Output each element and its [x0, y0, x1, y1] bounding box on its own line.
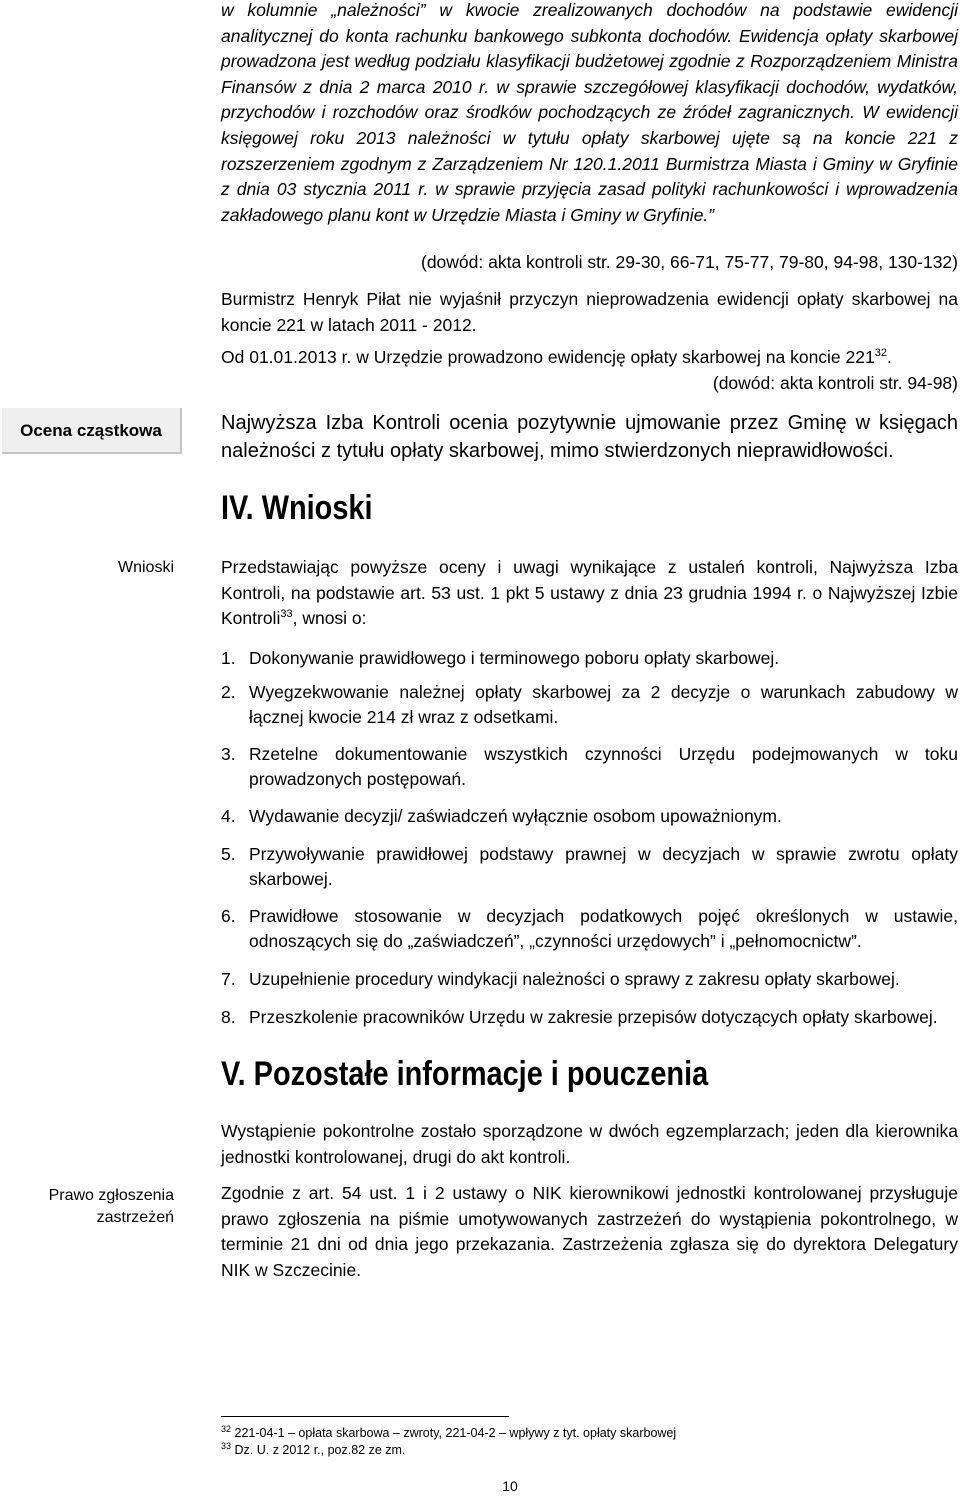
wniosek-number: 3.: [221, 744, 236, 764]
ocena-czastkowa-label: Ocena cząstkowa: [20, 421, 162, 440]
wniosek-item: [221, 646, 958, 671]
wnioski-intro: [221, 555, 958, 632]
section-v-paragraph-1: Wystąpienie pokontrolne zostało sporządzone w dwóch egzemplarzach; jeden dla kierownika jednostki kontrolowanej, drugi do akt kontroli.: [221, 1121, 958, 1167]
wniosek-number: 5.: [221, 844, 236, 864]
wniosek-number: 1.: [221, 648, 236, 668]
section-v-paragraph-2: Zgodnie z art. 54 ust. 1 i 2 ustawy o NIK kierownikowi jednostki kontrolowanej przysługuje prawo zgłoszenia na piśmie umotywowanych zastrzeżeń do wystąpienia pokontrolnego, w terminie 21 dni od dnia jego przekazania. Zastrzeżenia zgłasza się do dyrektora Delegatury NIK w Szczecinie.: [221, 1183, 958, 1280]
wniosek-item: [221, 1005, 958, 1030]
wniosek-text: Rzetelne dokumentowanie wszystkich czynności Urzędu podejmowanych w toku prowadzonych postępowań.: [249, 744, 958, 789]
footnote-separator: [221, 1416, 509, 1417]
wniosek-item: [221, 842, 958, 892]
footnote-32: [221, 1423, 958, 1441]
od-paragraph-end: .: [886, 347, 892, 367]
footnote-text: 221-04-1 – opłata skarbowa – zwroty, 221-04-2 – wpływy z tyt. opłaty skarbowej: [234, 1426, 677, 1440]
side-label-line-1: Prawo zgłoszenia: [48, 1187, 174, 1204]
wniosek-number: 6.: [221, 906, 236, 926]
section-iv-heading: IV. Wnioski: [221, 489, 373, 527]
wniosek-item: [221, 904, 958, 954]
footnote-ref-32[interactable]: 32: [874, 347, 887, 360]
footnote-text: Dz. U. z 2012 r., poz.82 ze zm.: [234, 1443, 406, 1457]
wnioski-intro-end: , wnosi o:: [292, 608, 367, 629]
page-number: 10: [502, 1478, 518, 1494]
continued-paragraph: w kolumnie „należności” w kwocie zrealizowanych dochodów na podstawie ewidencji analitycznej do konta rachunku bankowego subkonta dochodów. Ewidencja opłaty skarbowej prowadzona jest według podziału klasyfikacji budżetowej zgodnie z Rozporządzeniem Ministra Finansów z dnia 2 marca 2010 r. w sprawie szczegółowej klasyfikacji dochodów, wydatków, przychodów i rozchodów oraz środków pochodzących ze źródeł zagranicznych. W ewidencji księgowej roku 2013 należności w tytułu opłaty skarbowej ujęte są na koncie 221 z rozszerzeniem zgodnym z Zarządzeniem Nr 120.1.2011 Burmistrza Miasta i Gminy w Gryfinie z dnia 03 stycznia 2011 r. w sprawie przyjęcia zasad polityki rachunkowości i wprowadzenia zakładowego planu kont w Urzędzie Miasta i Gminy w Gryfinie.”: [221, 0, 958, 225]
wniosek-number: 8.: [221, 1007, 236, 1027]
wniosek-text: Wydawanie decyzji/ zaświadczeń wyłącznie osobom upoważnionym.: [249, 806, 782, 826]
wniosek-text: Uzupełnienie procedury windykacji należności o sprawy z zakresu opłaty skarbowej.: [249, 969, 900, 989]
wniosek-number: 7.: [221, 969, 236, 989]
footnote-number: 32: [221, 1423, 232, 1434]
wniosek-item: [221, 680, 958, 730]
wniosek-text: Przywoływanie prawidłowej podstawy prawnej w decyzjach w sprawie zwrotu opłaty skarbowej.: [249, 844, 958, 889]
ocena-czastkowa-box: [2, 408, 182, 454]
od-paragraph: [221, 345, 958, 371]
wniosek-text: Prawidłowe stosowanie w decyzjach podatkowych pojęć określonych w ustawie, odnoszących się do „zaświadczeń”, „czynności urzędowych” i „pełnomocnictw”.: [249, 906, 958, 951]
evidence-note-2: (dowód: akta kontroli str. 94-98): [712, 373, 958, 393]
ocena-text: Najwyższa Izba Kontroli ocenia pozytywnie ujmowanie przez Gminę w księgach należności z tytułu opłaty skarbowej, mimo stwierdzonych nieprawidłowości.: [221, 412, 958, 462]
od-paragraph-text: Od 01.01.2013 r. w Urzędzie prowadzono ewidencję opłaty skarbowej na koncie 221: [221, 347, 875, 367]
wnioski-side-label: Wnioski: [117, 559, 174, 576]
wnioski-intro-text: Przedstawiając powyższe oceny i uwagi wynikające z ustaleń kontroli, Najwyższa Izba Kontroli, na podstawie art. 53 ust. 1 pkt 5 ustawy z dnia 23 grudnia 1994 r. o Najwyższej Izbie Kontroli: [221, 557, 958, 629]
section-v-heading: V. Pozostałe informacje i pouczenia: [221, 1055, 709, 1093]
side-label-line-2: zastrzeżeń: [96, 1209, 174, 1226]
wniosek-text: Dokonywanie prawidłowego i terminowego poboru opłaty skarbowej.: [249, 648, 780, 668]
wniosek-text: Przeszkolenie pracowników Urzędu w zakresie przepisów dotyczących opłaty skarbowej.: [249, 1007, 938, 1027]
footnote-number: 33: [221, 1440, 232, 1451]
evidence-note-1: (dowód: akta kontroli str. 29-30, 66-71, 75-77, 79-80, 94-98, 130-132): [421, 252, 958, 272]
wniosek-item: [221, 967, 958, 992]
footnote-33: [221, 1440, 958, 1458]
burmistrz-paragraph: Burmistrz Henryk Piłat nie wyjaśnił przyczyn nieprowadzenia ewidencji opłaty skarbowej na koncie 221 w latach 2011 - 2012.: [221, 289, 958, 335]
prawo-zgloszenia-side-label: [0, 1185, 174, 1229]
footnote-ref-33[interactable]: 33: [280, 608, 293, 621]
wniosek-text: Wyegzekwowanie należnej opłaty skarbowej za 2 decyzje o warunkach zabudowy w łącznej kwocie 214 zł wraz z odsetkami.: [249, 682, 958, 727]
wniosek-number: 2.: [221, 682, 236, 702]
wniosek-item: [221, 804, 958, 829]
wniosek-item: [221, 742, 958, 792]
wniosek-number: 4.: [221, 806, 236, 826]
